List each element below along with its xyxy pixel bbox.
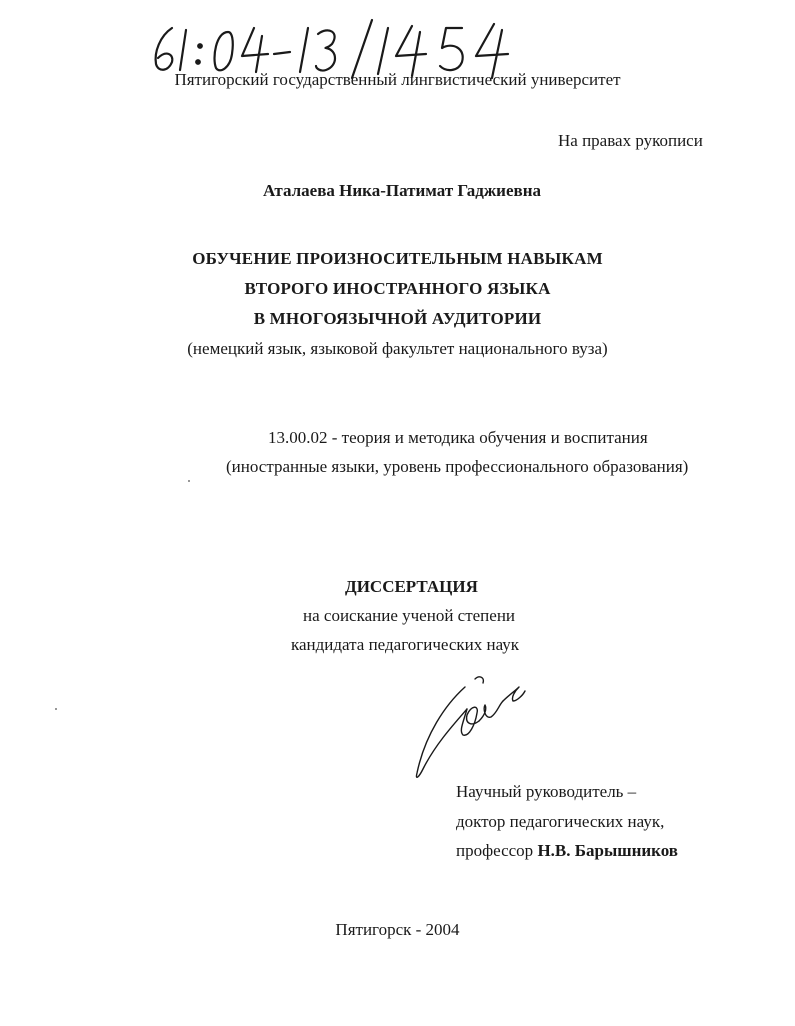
manuscript-note: На правах рукописи xyxy=(558,131,703,150)
supervisor-name: Н.В. Барышников xyxy=(537,841,678,860)
supervisor-line-2: доктор педагогических наук, xyxy=(456,812,665,831)
specialty-code: 13.00.02 - теория и методика обучения и воспитания xyxy=(268,428,648,447)
scan-speck xyxy=(55,708,57,710)
degree-heading: ДИССЕРТАЦИЯ xyxy=(345,577,478,596)
degree-line-1: на соискание ученой степени xyxy=(303,606,516,625)
university-name: Пятигорский государственный лингвистический университет xyxy=(174,70,621,89)
city-year: Пятигорск - 2004 xyxy=(335,920,460,939)
author-name: Аталаева Ника-Патимат Гаджиевна xyxy=(263,181,541,200)
degree-line-2: кандидата педагогических наук xyxy=(291,635,520,654)
title-line-2: ВТОРОГО ИНОСТРАННОГО ЯЗЫКА xyxy=(244,279,551,298)
supervisor-title: профессор xyxy=(456,841,534,860)
title-subtitle: (немецкий язык, языковой факультет национального вуза) xyxy=(187,339,608,358)
title-line-1: ОБУЧЕНИЕ ПРОИЗНОСИТЕЛЬНЫМ НАВЫКАМ xyxy=(192,249,603,268)
specialty-detail: (иностранные языки, уровень профессионального образования) xyxy=(226,457,689,476)
supervisor-line-1: Научный руководитель – xyxy=(456,782,637,801)
signature xyxy=(405,665,535,785)
scan-speck xyxy=(188,480,190,482)
supervisor-line-3 xyxy=(456,841,678,861)
title-line-3: В МНОГОЯЗЫЧНОЙ АУДИТОРИИ xyxy=(253,309,542,328)
